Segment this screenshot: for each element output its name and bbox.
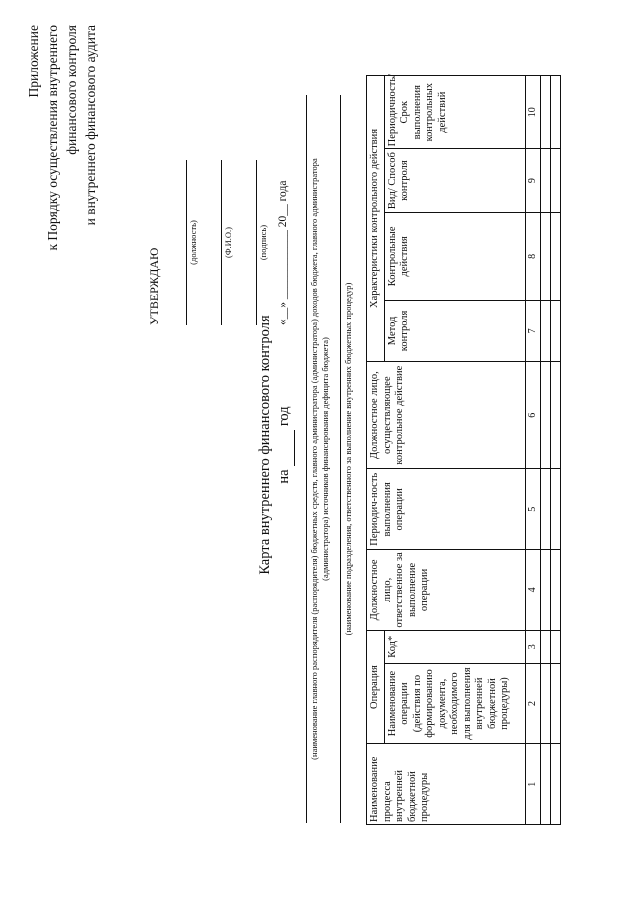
header-term: Периодичность/ Срок выполнения контрольных действий xyxy=(384,76,525,149)
signature-caption: (подпись) xyxy=(258,224,268,261)
name-caption: (Ф.И.О.) xyxy=(223,226,233,259)
position-caption: (должность) xyxy=(188,220,198,265)
division-line xyxy=(340,95,341,823)
title-line-2 xyxy=(275,235,295,655)
header-operation: Операция xyxy=(367,630,385,744)
header-method: Метод контроля xyxy=(384,300,525,361)
header-control-chars: Характеристики контрольного действия xyxy=(367,76,385,362)
appendix-header xyxy=(24,25,100,345)
col-num-10: 10 xyxy=(525,76,540,149)
appendix-line-4: и внутреннего финансового аудита xyxy=(83,25,98,226)
table-row xyxy=(540,76,550,825)
org-caption-line-1: (наименование главного распорядителя (распорядителя) бюджетных средств, главного администратора (администратора) доходов бюджета, главного администратора xyxy=(309,158,319,760)
organization-line xyxy=(306,95,307,823)
col-num-1: 1 xyxy=(525,744,540,825)
header-op-name: Наименование операции (действия по формированию документа, необходимого для выполнения внутренней бюджетной процедуры) xyxy=(384,663,525,744)
title-line-1: Карта внутреннего финансового контроля xyxy=(257,315,273,575)
header-actions: Контрольные действия xyxy=(384,212,525,300)
signature-line xyxy=(234,160,257,325)
col-num-7: 7 xyxy=(525,300,540,361)
header-type: Вид/ Способ контроля xyxy=(384,149,525,213)
control-map-table xyxy=(366,75,561,825)
col-num-2: 2 xyxy=(525,663,540,744)
organization-caption xyxy=(309,95,331,823)
column-numbers-row xyxy=(525,76,540,825)
position-line xyxy=(164,160,187,325)
header-controller: Должностное лицо, осуществляющее контрольное действие xyxy=(367,361,526,469)
title-prefix: на xyxy=(276,469,292,484)
appendix-line-1: Приложение xyxy=(26,25,41,98)
col-num-9: 9 xyxy=(525,149,540,213)
division-caption: (наименование подразделения, ответственного за выполнение внутренних бюджетных процедур) xyxy=(343,282,353,636)
header-code: Код* xyxy=(384,630,525,663)
org-caption-line-2: (администратора) источников финансирования дефицита бюджета) xyxy=(320,337,330,581)
approve-title: УТВЕРЖДАЮ xyxy=(147,247,161,325)
header-row-1 xyxy=(367,76,385,825)
col-num-8: 8 xyxy=(525,212,540,300)
appendix-line-3: финансового контроля xyxy=(64,25,79,155)
col-num-6: 6 xyxy=(525,361,540,469)
approve-date: «__» ____________ 20__ года xyxy=(277,180,289,325)
table-row xyxy=(550,76,560,825)
col-num-3: 3 xyxy=(525,630,540,663)
col-num-5: 5 xyxy=(525,469,540,550)
appendix-line-2: к Порядку осуществления внутреннего xyxy=(45,25,60,251)
header-responsible: Должностное лицо, ответственное за выполнение операции xyxy=(367,550,526,631)
title-suffix: год xyxy=(276,406,292,427)
col-num-4: 4 xyxy=(525,550,540,631)
header-periodicity: Периодич-ность выполнения операции xyxy=(367,469,526,550)
document-title xyxy=(256,235,295,655)
year-blank xyxy=(275,430,295,466)
name-line xyxy=(199,160,222,325)
header-process: Наименование процесса внутренней бюджетной процедуры xyxy=(367,744,526,825)
